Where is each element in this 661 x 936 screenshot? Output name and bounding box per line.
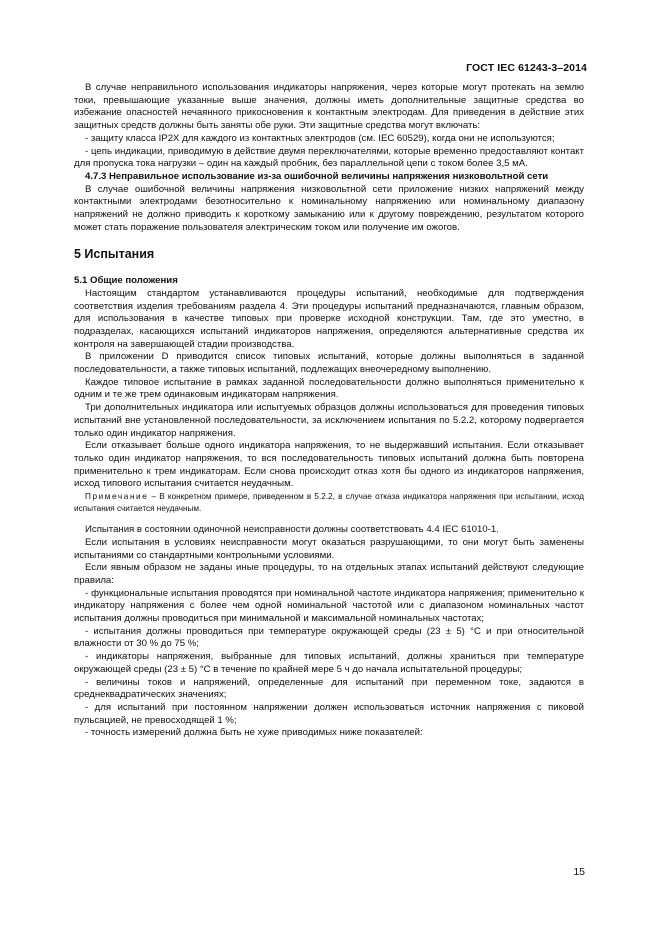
- note-label: Примечание: [85, 492, 149, 502]
- page-number: 15: [573, 866, 585, 878]
- list-item: - для испытаний при постоянном напряжении должен использоваться источник напряжения с пиковой пульсацией, не превосходящей 1 %;: [74, 701, 584, 726]
- list-item: - точность измерений должна быть не хуже приводимых ниже показателей:: [85, 727, 423, 739]
- list-item: - защиту класса IP2X для каждого из контактных электродов (см. IEC 60529), когда они не используются;: [85, 132, 555, 144]
- section-title-5: 5 Испытания: [74, 247, 155, 262]
- paragraph: Если отказывает больше одного индикатора напряжения, то не выдержавший испытания. Если отказывает только один индикатор напряжения, то вся последовательность типовых испытаний должна быть повторена применительно к трем индикаторам. Если снова происходит отказ хотя бы одного из индикаторов напряжения, исход типового испытания считается неудачным.: [74, 440, 584, 490]
- paragraph: Каждое типовое испытание в рамках заданной последовательности должно выполняться применительно к одним и те же трем одинаковым индикаторам напряжения.: [74, 376, 584, 401]
- page-content: [74, 82, 584, 740]
- list-item: - цепь индикации, приводимую в действие двумя переключателями, которые временно предоставляют контакт для пропуска тока нагрузки – один на каждый пробник, без параллельной цепи с током более 3,5 мА.: [74, 145, 584, 170]
- paragraph: Три дополнительных индикатора или испытуемых образцов должны использоваться для проведения типовых испытаний вне установленной последовательности, за исключением испытания по 5.2.2, которому подвергается только один индикатор напряжения.: [74, 402, 584, 439]
- paragraph: В случае ошибочной величины напряжения низковольтной сети приложение низких напряжений между контактными электродами безотносительно к номинальному напряжению или номинальному диапазону напряжений не должно приводить к короткому замыканию или к другому повреждению, результатом которого может стать поражение пользователя электрическим током или получение им ожогов.: [74, 183, 584, 233]
- list-item: - испытания должны проводиться при температуре окружающей среды (23 ± 5) °С и при относительной влажности от 30 % до 75 %;: [74, 625, 584, 650]
- paragraph: Если явным образом не заданы иные процедуры, то на отдельных этапах испытаний действуют следующие правила:: [74, 562, 584, 586]
- list-item: - величины токов и напряжений, определенные для испытаний при переменном токе, задаются в среднеквадратических значениях;: [74, 676, 584, 701]
- standard-header: ГОСТ IEC 61243-3–2014: [466, 62, 587, 74]
- note: [74, 491, 584, 514]
- list-item: - функциональные испытания проводятся при номинальной частоте индикатора напряжения; применительно к индикатору напряжения с более чем одной номинальной частотой или с диапазоном номинальных частот испытания должны проводиться при минимальной и максимальной номинальных частотах;: [74, 587, 584, 625]
- note-text: – В конкретном примере, приведенном в 5.2.2, в случае отказа индикатора напряжения при испытании, исход испытания считается неудачным.: [74, 492, 584, 513]
- paragraph: Испытания в состоянии одиночной неисправности должны соответствовать 4.4 IEC 61010-1.: [85, 524, 499, 536]
- paragraph: Если испытания в условиях неисправности могут оказаться разрушающими, то они могут быть заменены испытаниями со стандартными контрольными условиями.: [74, 536, 584, 561]
- list-item: - индикаторы напряжения, выбранные для типовых испытаний, должны храниться при температуре окружающей среды (23 ± 5) °С в течение по крайней мере 5 ч до начала испытательной процедуры;: [74, 651, 584, 675]
- subsection-heading-4-7-3: 4.7.3 Неправильное использование из-за ошибочной величины напряжения низковольтной сети: [85, 170, 549, 182]
- paragraph: Настоящим стандартом устанавливаются процедуры испытаний, необходимые для подтверждения соответствия изделия требованиям раздела 4. Эти процедуры испытаний предназначаются, главным образом, для использования в качестве типовых при проверке исходной конструкции. Там, где это уместно, в подразделах, касающихся испытаний индикаторов напряжения, определяются альтернативные средства их контроля на завершающей стадии производства.: [74, 287, 584, 350]
- paragraph: В случае неправильного использования индикаторы напряжения, через которые могут протекать на землю токи, превышающие указанные выше значения, должны иметь дополнительные защитные средства во избежание опасностей нечаянного прикосновения к контактным электродам. Для приведения в действие этих защитных средств должны быть заняты обе руки. Эти защитные средства могут включать:: [74, 82, 584, 132]
- subsection-heading-5-1: 5.1 Общие положения: [74, 275, 178, 287]
- paragraph: В приложении D приводится список типовых испытаний, которые должны выполняться в заданной последовательности, а также типовых испытаний, подлежащих внеочередному выполнению.: [74, 351, 584, 376]
